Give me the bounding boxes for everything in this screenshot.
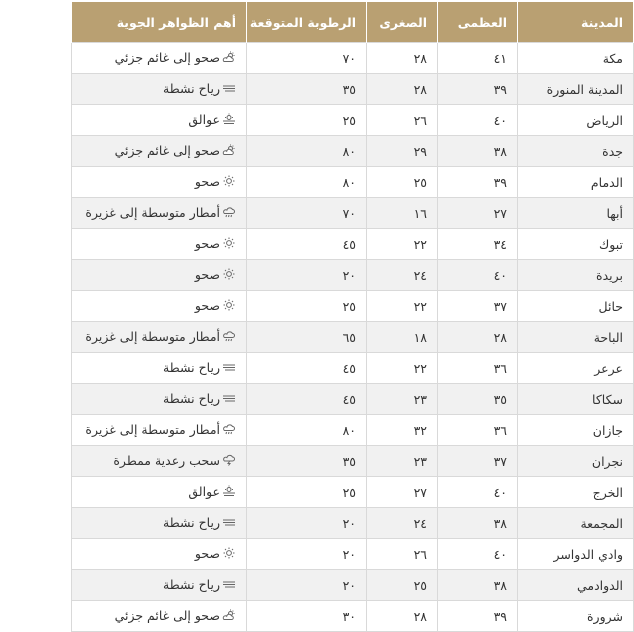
cell-phenomena [72,229,247,260]
phenomena-text: عوالق [188,483,220,499]
cell-city: تبوك [518,229,634,260]
phenomena-text: صحو [194,545,220,561]
cell-city: المجمعة [518,508,634,539]
cell-humidity: ٢٠ [247,508,367,539]
header-city: المدينة [518,2,634,43]
cell-phenomena [72,167,247,198]
cell-phenomena [72,291,247,322]
cell-min: ٢٤ [367,260,438,291]
table-row [72,322,634,353]
phenomena-text: صحو [194,235,220,251]
table-row [72,601,634,632]
cell-max: ٢٨ [438,322,518,353]
cell-min: ٢٧ [367,477,438,508]
cell-min: ٢٥ [367,167,438,198]
rain-icon [222,330,236,342]
cell-phenomena [72,43,247,74]
cell-humidity: ٨٠ [247,167,367,198]
cell-humidity: ٣٠ [247,601,367,632]
cell-city: وادي الدواسر [518,539,634,570]
cell-max: ٣٨ [438,508,518,539]
cell-phenomena [72,353,247,384]
cell-min: ٢٨ [367,43,438,74]
weather-table [71,2,634,632]
cell-min: ٢٨ [367,74,438,105]
wind-icon [222,516,236,528]
cell-humidity: ٢٥ [247,477,367,508]
cell-phenomena [72,477,247,508]
cell-humidity: ٤٥ [247,384,367,415]
cell-max: ٣٨ [438,136,518,167]
cell-max: ٣٦ [438,353,518,384]
phenomena-text: رياح نشطة [163,359,220,375]
cell-max: ٣٥ [438,384,518,415]
table-row [72,74,634,105]
phenomena-text: رياح نشطة [163,576,220,592]
cell-phenomena [72,322,247,353]
weather-table-container [71,2,623,632]
cell-min: ٢٤ [367,508,438,539]
header-humidity: الرطوبة المتوقعة [247,2,367,43]
cell-city: مكة [518,43,634,74]
cell-humidity: ٢٠ [247,260,367,291]
table-row [72,136,634,167]
dust-icon [222,485,236,497]
cell-max: ٤٠ [438,477,518,508]
cell-city: الرياض [518,105,634,136]
cell-max: ٣٤ [438,229,518,260]
cell-max: ٤٠ [438,260,518,291]
cell-min: ٢٢ [367,291,438,322]
cell-max: ٤٠ [438,539,518,570]
wind-icon [222,578,236,590]
cell-city: الدوادمي [518,570,634,601]
header-phenomena: أهم الظواهر الجوية [72,2,247,43]
cell-city: عرعر [518,353,634,384]
cell-max: ٣٨ [438,570,518,601]
cell-humidity: ٨٠ [247,415,367,446]
cell-humidity: ٢٥ [247,291,367,322]
cell-phenomena [72,601,247,632]
table-row [72,43,634,74]
table-row [72,167,634,198]
cell-min: ١٦ [367,198,438,229]
cell-max: ٣٧ [438,446,518,477]
partly-cloudy-icon [222,609,236,621]
cell-humidity: ٤٥ [247,229,367,260]
cell-phenomena [72,508,247,539]
phenomena-text: صحو [194,173,220,189]
table-row [72,477,634,508]
cell-humidity: ٢٠ [247,539,367,570]
cell-min: ٢٥ [367,570,438,601]
cell-phenomena [72,74,247,105]
phenomena-text: رياح نشطة [163,390,220,406]
phenomena-text: صحو إلى غائم جزئي [114,607,220,623]
cell-phenomena [72,198,247,229]
cell-max: ٤٠ [438,105,518,136]
cell-city: أبها [518,198,634,229]
sun-icon [222,299,236,311]
wind-icon [222,361,236,373]
table-row [72,570,634,601]
cell-city: الباحة [518,322,634,353]
table-row [72,508,634,539]
cell-max: ٣٦ [438,415,518,446]
cell-max: ٣٩ [438,74,518,105]
cell-max: ٣٩ [438,601,518,632]
phenomena-text: سحب رعدية ممطرة [113,452,220,468]
thunder-icon [222,454,236,466]
sun-icon [222,268,236,280]
cell-min: ٢٢ [367,353,438,384]
header-min: الصغرى [367,2,438,43]
cell-city: حائل [518,291,634,322]
wind-icon [222,392,236,404]
cell-city: بريدة [518,260,634,291]
phenomena-text: عوالق [188,111,220,127]
cell-humidity: ٦٥ [247,322,367,353]
cell-city: المدينة المنورة [518,74,634,105]
cell-min: ٢٨ [367,601,438,632]
cell-humidity: ٧٠ [247,198,367,229]
table-row [72,539,634,570]
cell-min: ٢٣ [367,446,438,477]
partly-cloudy-icon [222,144,236,156]
cell-max: ٣٩ [438,167,518,198]
phenomena-text: رياح نشطة [163,80,220,96]
cell-phenomena [72,384,247,415]
cell-humidity: ٢٥ [247,105,367,136]
table-row [72,105,634,136]
sun-icon [222,175,236,187]
cell-city: جدة [518,136,634,167]
table-row [72,415,634,446]
cell-min: ٢٩ [367,136,438,167]
cell-city: شرورة [518,601,634,632]
sun-icon [222,237,236,249]
rain-icon [222,206,236,218]
table-row [72,384,634,415]
cell-max: ٢٧ [438,198,518,229]
cell-phenomena [72,136,247,167]
sun-icon [222,547,236,559]
cell-min: ٢٦ [367,105,438,136]
cell-phenomena [72,105,247,136]
phenomena-text: صحو إلى غائم جزئي [114,142,220,158]
rain-icon [222,423,236,435]
cell-humidity: ٣٥ [247,446,367,477]
cell-humidity: ٨٠ [247,136,367,167]
cell-city: جازان [518,415,634,446]
phenomena-text: رياح نشطة [163,514,220,530]
cell-city: الخرج [518,477,634,508]
cell-humidity: ٣٥ [247,74,367,105]
cell-min: ٢٦ [367,539,438,570]
dust-icon [222,113,236,125]
cell-phenomena [72,260,247,291]
cell-city: سكاكا [518,384,634,415]
table-row [72,229,634,260]
cell-min: ٣٢ [367,415,438,446]
cell-phenomena [72,570,247,601]
partly-cloudy-icon [222,51,236,63]
cell-city: الدمام [518,167,634,198]
phenomena-text: صحو [194,297,220,313]
cell-phenomena [72,539,247,570]
table-row [72,446,634,477]
cell-phenomena [72,415,247,446]
table-header-row [72,2,634,43]
phenomena-text: أمطار متوسطة إلى غزيرة [85,204,220,220]
phenomena-text: صحو إلى غائم جزئي [114,49,220,65]
table-row [72,260,634,291]
cell-humidity: ٧٠ [247,43,367,74]
header-max: العظمى [438,2,518,43]
phenomena-text: صحو [194,266,220,282]
phenomena-text: أمطار متوسطة إلى غزيرة [85,421,220,437]
cell-min: ٢٣ [367,384,438,415]
cell-humidity: ٢٠ [247,570,367,601]
cell-min: ٢٢ [367,229,438,260]
cell-max: ٤١ [438,43,518,74]
wind-icon [222,82,236,94]
phenomena-text: أمطار متوسطة إلى غزيرة [85,328,220,344]
table-row [72,291,634,322]
cell-phenomena [72,446,247,477]
cell-min: ١٨ [367,322,438,353]
cell-humidity: ٤٥ [247,353,367,384]
table-row [72,353,634,384]
cell-max: ٣٧ [438,291,518,322]
table-row [72,198,634,229]
cell-city: نجران [518,446,634,477]
